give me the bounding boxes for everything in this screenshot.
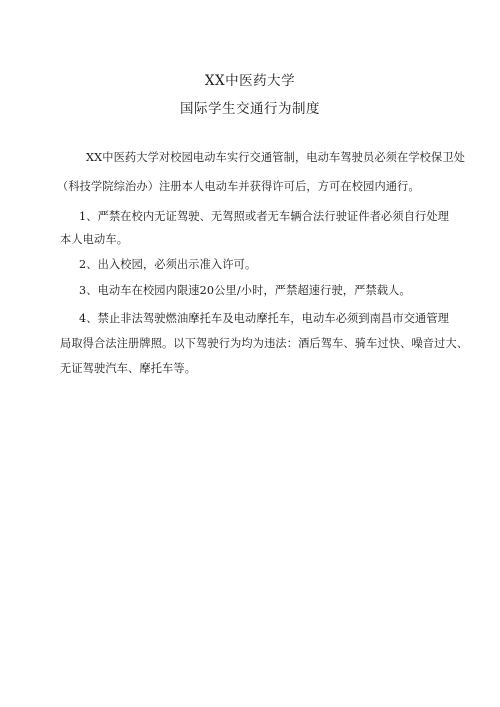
rule-1-line-2: 本人电动车。 <box>60 233 129 246</box>
rule-4-line-2: 局取得合法注册牌照。以下驾驶行为均为违法：酒后驾车、骑车过快、噪音过大、 <box>60 337 469 350</box>
rule-3: 3、电动车在校园内限速20公里/小时，严禁超速行驶，严禁载人。 <box>79 284 411 297</box>
document-title: XX中医药大学 <box>204 73 296 89</box>
document-subtitle: 国际学生交通行为制度 <box>180 101 320 117</box>
rule-4-line-3: 无证驾驶汽车、摩托车等。 <box>60 362 197 375</box>
rule-2: 2、出入校园，必须出示准入许可。 <box>79 258 257 271</box>
intro-line-1: XX中医药大学对校园电动车实行交通管制，电动车驾驶员必须在学校保卫处 <box>86 151 466 164</box>
intro-line-2: （科技学院综治办）注册本人电动车并获得许可后，方可在校园内通行。 <box>57 180 420 193</box>
rule-1-line-1: 1、严禁在校内无证驾驶、无驾照或者无车辆合法行驶证件者必须自行处理 <box>79 210 450 223</box>
rule-4-line-1: 4、禁止非法驾驶燃油摩托车及电动摩托车，电动车必须到南昌市交通管理 <box>79 312 450 325</box>
